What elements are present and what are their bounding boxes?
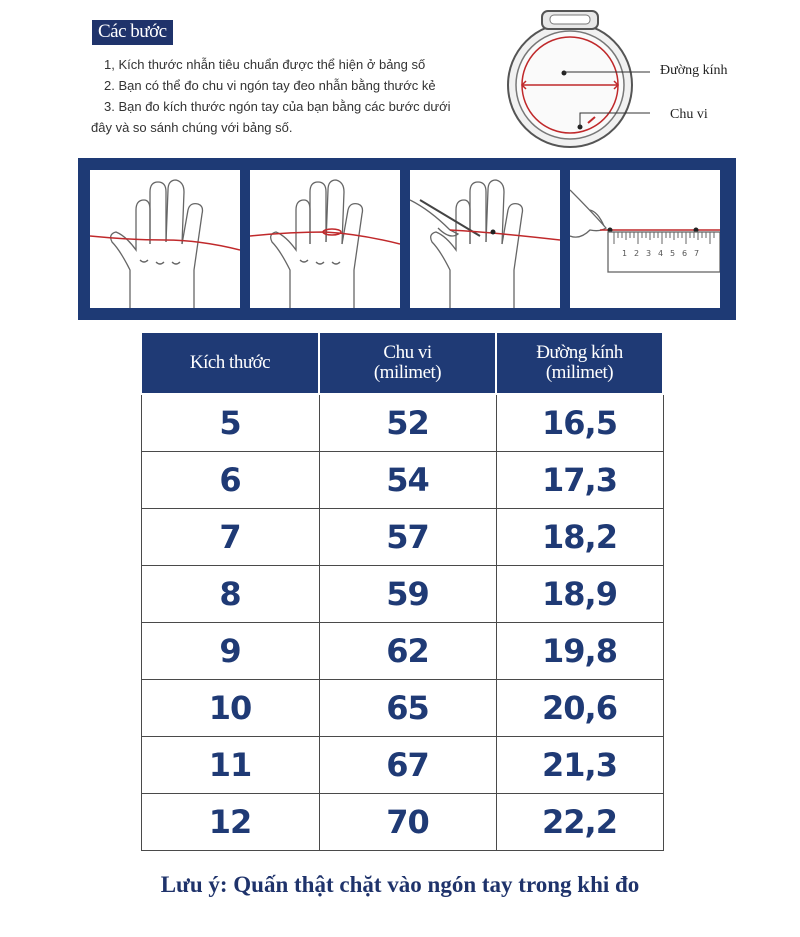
ruler-tick-3: 3 — [646, 249, 652, 258]
ring-diagram — [500, 5, 650, 150]
size-cell: 11 — [141, 737, 319, 794]
header-circumference-unit: (milimet) — [373, 362, 442, 383]
ruler-tick-1: 1 — [622, 249, 628, 258]
hand-illustration-2 — [250, 170, 400, 308]
header-diameter-unit: (milimet) — [545, 362, 614, 383]
header-circumference — [319, 332, 496, 394]
diameter-cell: 18,9 — [496, 566, 663, 623]
circumference-cell: 62 — [319, 623, 496, 680]
ring-size-table — [140, 331, 664, 851]
diameter-cell: 19,8 — [496, 623, 663, 680]
diameter-cell: 22,2 — [496, 794, 663, 851]
diameter-cell: 21,3 — [496, 737, 663, 794]
steps-badge: Các bước — [92, 20, 173, 45]
measurement-note: Lưu ý: Quấn thật chặt vào ngón tay trong khi đo — [160, 872, 640, 897]
table-row — [141, 452, 663, 509]
circumference-cell: 52 — [319, 394, 496, 452]
table-row — [141, 680, 663, 737]
diameter-label: Đường kính — [660, 63, 728, 78]
circumference-cell: 67 — [319, 737, 496, 794]
size-cell: 12 — [141, 794, 319, 851]
circumference-cell: 70 — [319, 794, 496, 851]
diameter-cell: 20,6 — [496, 680, 663, 737]
measuring-steps-illustration — [78, 158, 736, 320]
header-circumference-label: Chu vi — [383, 342, 432, 363]
diameter-cell: 18,2 — [496, 509, 663, 566]
table-row — [141, 737, 663, 794]
circumference-cell: 65 — [319, 680, 496, 737]
step-3-continued: đây và so sánh chúng với bảng số. — [91, 120, 293, 135]
ruler-panel — [570, 170, 720, 308]
hand-illustration-3 — [410, 170, 560, 308]
ruler-tick-6: 6 — [682, 249, 688, 258]
size-cell: 10 — [141, 680, 319, 737]
size-cell: 9 — [141, 623, 319, 680]
table-row — [141, 509, 663, 566]
steps-list — [91, 54, 484, 138]
hand-panel-3 — [410, 170, 560, 308]
size-cell: 7 — [141, 509, 319, 566]
hand-illustration-1 — [90, 170, 240, 308]
table-header-row — [141, 332, 663, 394]
size-cell: 8 — [141, 566, 319, 623]
ruler-illustration — [570, 170, 720, 308]
header-diameter-label: Đường kính — [536, 342, 623, 363]
diameter-cell: 17,3 — [496, 452, 663, 509]
ruler-tick-5: 5 — [670, 249, 676, 258]
header-size-label: Kích thước — [189, 352, 271, 373]
ruler-tick-4: 4 — [658, 249, 664, 258]
table-row — [141, 566, 663, 623]
table-row — [141, 623, 663, 680]
step-2: 2. Bạn có thể đo chu vi ngón tay đeo nhẫn bằng thước kẻ — [104, 78, 436, 93]
circumference-label: Chu vi — [670, 107, 708, 122]
ruler-tick-7: 7 — [694, 249, 700, 258]
hand-panel-1 — [90, 170, 240, 308]
table-row — [141, 394, 663, 452]
hand-panel-2 — [250, 170, 400, 308]
size-cell: 5 — [141, 394, 319, 452]
circumference-cell: 59 — [319, 566, 496, 623]
table-row — [141, 794, 663, 851]
circumference-cell: 57 — [319, 509, 496, 566]
size-cell: 6 — [141, 452, 319, 509]
header-size — [141, 332, 319, 394]
diameter-cell: 16,5 — [496, 394, 663, 452]
step-3: 3. Bạn đo kích thước ngón tay của bạn bằng các bước dưới — [104, 99, 451, 114]
header-diameter — [496, 332, 663, 394]
ruler-tick-2: 2 — [634, 249, 640, 258]
step-1: 1, Kích thước nhẫn tiêu chuẩn được thể hiện ở bảng số — [104, 57, 426, 72]
circumference-cell: 54 — [319, 452, 496, 509]
